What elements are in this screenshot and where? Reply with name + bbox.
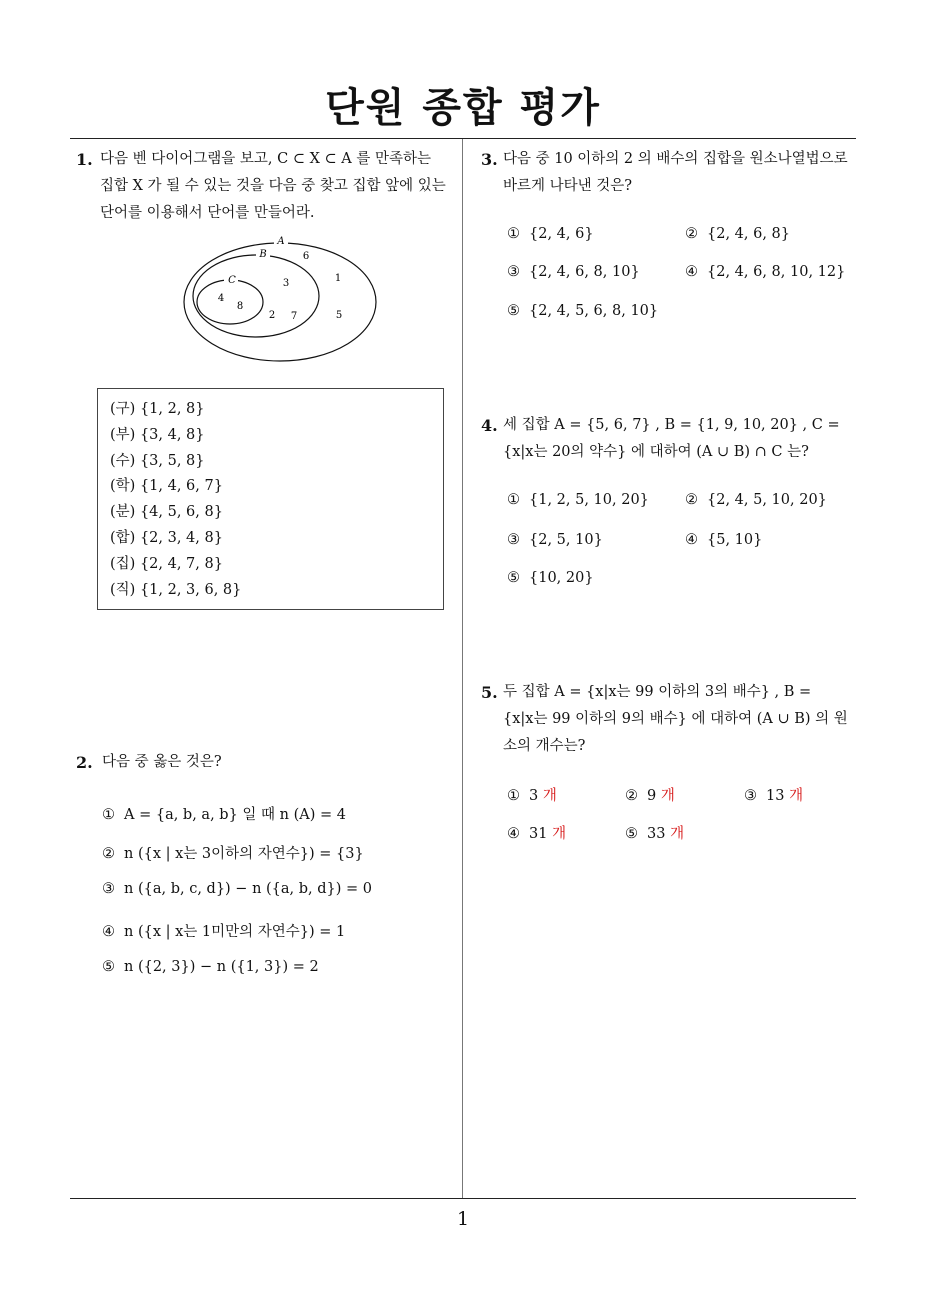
unit-label: 개 <box>660 788 675 804</box>
page-number: 1 <box>456 1208 470 1230</box>
q5-option-1[interactable]: ① 3 개 <box>507 788 557 804</box>
q3-option-2[interactable]: ② {2, 4, 6, 8} <box>685 226 791 242</box>
q1-stem <box>100 146 456 227</box>
venn-label-c: C <box>228 275 236 286</box>
q2-option-3[interactable]: ③ n ({a, b, c, d}) − n ({a, b, d}) = 0 <box>102 881 373 897</box>
q2-option-1[interactable]: ① A = {a, b, a, b} 일 때 n (A) = 4 <box>102 807 346 823</box>
top-rule <box>70 138 856 139</box>
word-choice-row: (학) {1, 4, 6, 7} <box>110 478 223 495</box>
set-c-ellipse <box>197 280 263 324</box>
venn-diagram <box>180 234 380 364</box>
word-choice-row: (합) {2, 3, 4, 8} <box>110 529 223 546</box>
unit-label: 개 <box>542 788 557 804</box>
venn-number: 4 <box>217 293 225 304</box>
word-choice-row: (수) {3, 5, 8} <box>110 452 205 469</box>
q5-number: 5. <box>481 683 498 702</box>
word-choice-row: (분) {4, 5, 6, 8} <box>110 504 223 521</box>
unit-label: 개 <box>789 788 804 804</box>
q2-stem: 다음 중 옳은 것은? <box>102 754 222 770</box>
q4-option-4[interactable]: ④ {5, 10} <box>685 532 763 548</box>
q3-text-line2: 바르게 나타낸 것은? <box>503 178 633 194</box>
q4-number: 4. <box>481 416 498 435</box>
q5-text-line3: 소의 개수는? <box>503 738 586 754</box>
q3-option-5[interactable]: ⑤ {2, 4, 5, 6, 8, 10} <box>507 303 659 319</box>
q5-text-line1: 두 집합 A = {x|x는 99 이하의 3의 배수} , B = <box>503 684 812 700</box>
q2-option-2[interactable]: ② n ({x | x는 3이하의 자연수}) = {3} <box>102 846 364 862</box>
q1-text-line1: 다음 벤 다이어그램을 보고, C ⊂ X ⊂ A 를 만족하는 <box>100 151 431 167</box>
q5-option-3[interactable]: ③ 13 개 <box>744 788 804 804</box>
q5-option-2[interactable]: ② 9 개 <box>625 788 675 804</box>
set-a-ellipse <box>184 243 376 361</box>
q2-option-4[interactable]: ④ n ({x | x는 1미만의 자연수}) = 1 <box>102 924 346 940</box>
q3-stem <box>503 146 859 200</box>
q4-option-2[interactable]: ② {2, 4, 5, 10, 20} <box>685 492 827 508</box>
column-divider <box>462 139 463 1199</box>
q3-number: 3. <box>481 150 498 169</box>
q4-option-1[interactable]: ① {1, 2, 5, 10, 20} <box>507 492 649 508</box>
bottom-rule <box>70 1198 856 1199</box>
venn-number: 1 <box>334 273 342 284</box>
venn-number: 2 <box>268 310 276 321</box>
q3-text-line1: 다음 중 10 이하의 2 의 배수의 집합을 원소나열법으로 <box>503 151 848 167</box>
venn-number: 7 <box>290 311 298 322</box>
set-b-ellipse <box>193 255 319 337</box>
q2-number: 2. <box>76 753 93 772</box>
q5-option-4[interactable]: ④ 31 개 <box>507 826 567 842</box>
q1-text-line2: 집합 X 가 될 수 있는 것을 다음 중 찾고 집합 앞에 있는 <box>100 178 446 194</box>
word-choice-row: (부) {3, 4, 8} <box>110 426 205 443</box>
unit-label: 개 <box>670 826 685 842</box>
q3-option-4[interactable]: ④ {2, 4, 6, 8, 10, 12} <box>685 264 846 280</box>
q3-option-3[interactable]: ③ {2, 4, 6, 8, 10} <box>507 264 640 280</box>
venn-number: 5 <box>335 310 343 321</box>
unit-label: 개 <box>552 826 567 842</box>
word-choice-row: (직) {1, 2, 3, 6, 8} <box>110 581 242 598</box>
venn-number: 3 <box>282 278 290 289</box>
q4-stem <box>503 412 859 466</box>
q1-number: 1. <box>76 150 93 169</box>
q5-stem <box>503 679 859 760</box>
word-choice-box <box>97 388 444 610</box>
q4-option-3[interactable]: ③ {2, 5, 10} <box>507 532 603 548</box>
q4-option-5[interactable]: ⑤ {10, 20} <box>507 570 594 586</box>
venn-label-a: A <box>277 236 285 247</box>
page-title: 단원 종합 평가 <box>325 85 601 131</box>
q4-text-line2: {x|x는 20의 약수} 에 대하여 (A ∪ B) ∩ C 는? <box>503 444 809 460</box>
word-choice-row: (구) {1, 2, 8} <box>110 401 205 417</box>
venn-number: 6 <box>302 251 310 262</box>
q2-option-5[interactable]: ⑤ n ({2, 3}) − n ({1, 3}) = 2 <box>102 959 319 975</box>
q5-text-line2: {x|x는 99 이하의 9의 배수} 에 대하여 (A ∪ B) 의 원 <box>503 711 848 727</box>
q4-text-line1: 세 집합 A = {5, 6, 7} , B = {1, 9, 10, 20} , C = <box>503 417 840 433</box>
word-choice-row: (집) {2, 4, 7, 8} <box>110 555 223 572</box>
venn-label-b: B <box>259 249 267 260</box>
q3-option-1[interactable]: ① {2, 4, 6} <box>507 226 594 242</box>
venn-number: 8 <box>236 301 244 312</box>
q5-option-5[interactable]: ⑤ 33 개 <box>625 826 685 842</box>
q1-text-line3: 단어를 이용해서 단어를 만들어라. <box>100 205 315 221</box>
